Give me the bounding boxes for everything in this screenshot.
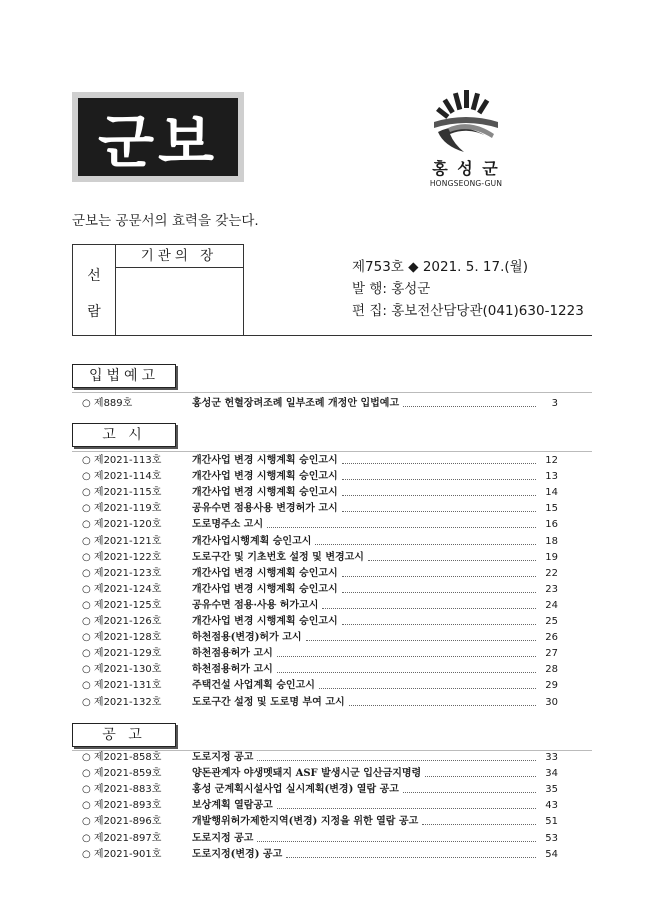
item-page: 3 [551, 398, 558, 409]
item-number: ○ 제2021-896호 [82, 816, 162, 828]
leader-dots [342, 614, 536, 625]
item-number: ○ 제2021-130호 [82, 664, 162, 676]
item-title: 도로명주소 고시 [192, 519, 264, 531]
item-title: 도로지정(변경) 공고 [192, 848, 283, 860]
county-logo [424, 88, 508, 192]
list-item[interactable] [82, 501, 558, 517]
item-title: 개간사업 변경 시행계획 승인고시 [192, 616, 338, 627]
review-header: 기관의 장 [115, 245, 243, 268]
tagline: 군보는 공문서의 효력을 갖는다. [72, 213, 259, 229]
list-item[interactable] [82, 766, 558, 782]
section-label-legislation: 입법예고 [72, 364, 176, 388]
item-page: 15 [545, 503, 558, 515]
leader-dots [257, 750, 536, 761]
list-item[interactable] [82, 550, 558, 566]
item-page: 27 [545, 648, 558, 660]
item-title: 하천점용허가 고시 [192, 664, 273, 676]
item-number: ○ 제2021-859호 [82, 768, 162, 780]
item-page: 53 [545, 832, 558, 844]
item-title: 하천점용(변경)허가 고시 [192, 632, 302, 644]
list-item[interactable] [82, 750, 558, 766]
leader-dots [342, 485, 536, 496]
item-title: 도로구간 및 기초번호 설정 및 변경고시 [192, 551, 364, 563]
item-page: 13 [545, 471, 558, 483]
item-title: 개간사업 변경 시행계획 승인고시 [192, 487, 338, 499]
list-item[interactable] [82, 695, 558, 711]
leader-dots [368, 550, 536, 561]
item-number: ○ 제889호 [82, 398, 133, 409]
item-title: 개간사업시행계획 승인고시 [192, 535, 312, 547]
list-item[interactable] [82, 453, 558, 469]
logo-korean-name: 홍 성 군 [432, 159, 500, 178]
list-item[interactable] [82, 630, 558, 646]
item-page: 28 [545, 664, 558, 676]
item-title: 공유수면 점용사용 변경허가 고시 [192, 503, 338, 515]
section-label-notices: 고 시 [72, 423, 176, 447]
item-number: ○ 제2021-129호 [82, 648, 162, 660]
item-number: ○ 제2021-126호 [82, 616, 162, 627]
list-item[interactable] [82, 517, 558, 533]
item-title: 홍성군 헌혈장려조례 일부조례 개정안 입법예고 [192, 398, 400, 409]
item-title: 개간사업 변경 시행계획 승인고시 [192, 471, 338, 483]
leader-dots [422, 814, 536, 825]
item-number: ○ 제2021-128호 [82, 632, 162, 644]
item-title: 개간사업 변경 시행계획 승인고시 [192, 455, 338, 466]
leader-dots [322, 598, 536, 609]
item-page: 29 [545, 680, 558, 692]
list-item[interactable] [82, 614, 558, 630]
item-page: 22 [545, 567, 558, 579]
leader-dots [277, 662, 536, 673]
item-title: 홍성 군계획시설사업 실시계획(변경) 열람 공고 [192, 784, 399, 796]
leader-dots [349, 695, 536, 706]
list-item[interactable] [82, 598, 558, 614]
list-item[interactable] [82, 678, 558, 694]
item-title: 도로구간 설정 및 도로명 부여 고시 [192, 696, 345, 708]
item-title: 도로지정 공고 [192, 752, 254, 763]
leader-dots [306, 630, 536, 641]
section-divider [72, 392, 592, 393]
item-title: 공유수면 점용·사용 허가고시 [192, 599, 319, 611]
item-number: ○ 제2021-119호 [82, 503, 162, 515]
list-item[interactable] [82, 814, 558, 830]
item-number: ○ 제2021-120호 [82, 519, 162, 531]
list-item[interactable] [82, 534, 558, 550]
list-item[interactable] [82, 582, 558, 598]
item-page: 33 [545, 752, 558, 763]
leader-dots [319, 678, 536, 689]
list-item[interactable] [82, 396, 558, 412]
leader-dots [403, 782, 536, 793]
list-item[interactable] [82, 469, 558, 485]
item-number: ○ 제2021-131호 [82, 680, 162, 692]
item-number: ○ 제2021-113호 [82, 455, 162, 466]
leader-dots [257, 831, 536, 842]
issue-line: 제753호 ◆ 2021. 5. 17.(월) [352, 259, 528, 275]
item-page: 18 [545, 535, 558, 547]
item-number: ○ 제2021-132호 [82, 696, 162, 708]
item-number: ○ 제2021-114호 [82, 471, 162, 483]
leader-dots [342, 469, 536, 480]
item-number: ○ 제2021-125호 [82, 599, 162, 611]
item-number: ○ 제2021-901호 [82, 848, 162, 860]
item-page: 19 [545, 551, 558, 563]
item-title: 양돈관계자 야생멧돼지 ASF 발생시군 입산금지명령 [192, 768, 422, 780]
leader-dots [277, 646, 536, 657]
leader-dots [342, 566, 536, 577]
item-title: 도로지정 공고 [192, 832, 254, 844]
section-label-announcements: 공 고 [72, 723, 176, 747]
leader-dots [342, 501, 536, 512]
leader-dots [286, 847, 536, 858]
item-page: 30 [545, 696, 558, 708]
list-item[interactable] [82, 847, 558, 863]
item-title: 개간사업 변경 시행계획 승인고시 [192, 583, 338, 595]
bulletin-title-block [72, 92, 244, 182]
editor-line: 편 집: 홍보전산담당관(041)630-1223 [352, 303, 584, 319]
item-title: 주택건설 사업계획 승인고시 [192, 680, 315, 692]
emblem-icon [430, 88, 502, 154]
item-number: ○ 제2021-121호 [82, 535, 162, 547]
list-item[interactable] [82, 798, 558, 814]
item-page: 54 [545, 848, 558, 860]
item-number: ○ 제2021-893호 [82, 800, 162, 812]
logo-english-name: HONGSEONG-GUN [429, 179, 503, 188]
leader-dots [403, 396, 536, 407]
leader-dots [267, 517, 536, 528]
item-page: 14 [545, 487, 558, 499]
list-item[interactable] [82, 566, 558, 582]
item-title: 개간사업 변경 시행계획 승인고시 [192, 567, 338, 579]
bulletin-title: 군보 [78, 98, 238, 176]
review-label-char-2: 람 [87, 304, 101, 320]
item-page: 51 [545, 816, 558, 828]
item-title: 보상계획 열람공고 [192, 800, 273, 812]
item-page: 35 [545, 784, 558, 796]
item-page: 16 [545, 519, 558, 531]
list-item[interactable] [82, 662, 558, 678]
item-number: ○ 제2021-897호 [82, 832, 162, 844]
item-number: ○ 제2021-122호 [82, 551, 162, 563]
item-page: 34 [545, 768, 558, 780]
list-item[interactable] [82, 782, 558, 798]
item-page: 25 [545, 616, 558, 627]
item-page: 12 [545, 455, 558, 466]
item-number: ○ 제2021-124호 [82, 583, 162, 595]
review-label-column [73, 245, 116, 335]
leader-dots [342, 582, 536, 593]
item-page: 24 [545, 599, 558, 611]
review-label-char-1: 선 [87, 268, 101, 284]
item-number: ○ 제2021-123호 [82, 567, 162, 579]
item-page: 43 [545, 800, 558, 812]
item-number: ○ 제2021-883호 [82, 784, 162, 796]
leader-dots [342, 453, 536, 464]
list-item[interactable] [82, 485, 558, 501]
leader-dots [315, 534, 536, 545]
leader-dots [425, 766, 536, 777]
item-number: ○ 제2021-858호 [82, 752, 162, 763]
item-title: 하천점용허가 고시 [192, 648, 273, 660]
item-number: ○ 제2021-115호 [82, 487, 162, 499]
publication-info [352, 256, 584, 322]
list-item[interactable] [82, 646, 558, 662]
item-page: 26 [545, 632, 558, 644]
header-divider [72, 335, 592, 336]
item-title: 개발행위허가제한지역(변경) 지정을 위한 열람 공고 [192, 816, 419, 828]
publisher-line: 발 행: 홍성군 [352, 281, 431, 297]
section-divider [72, 451, 592, 452]
list-item[interactable] [82, 831, 558, 847]
item-page: 23 [545, 583, 558, 595]
leader-dots [277, 798, 536, 809]
review-box [72, 244, 244, 336]
